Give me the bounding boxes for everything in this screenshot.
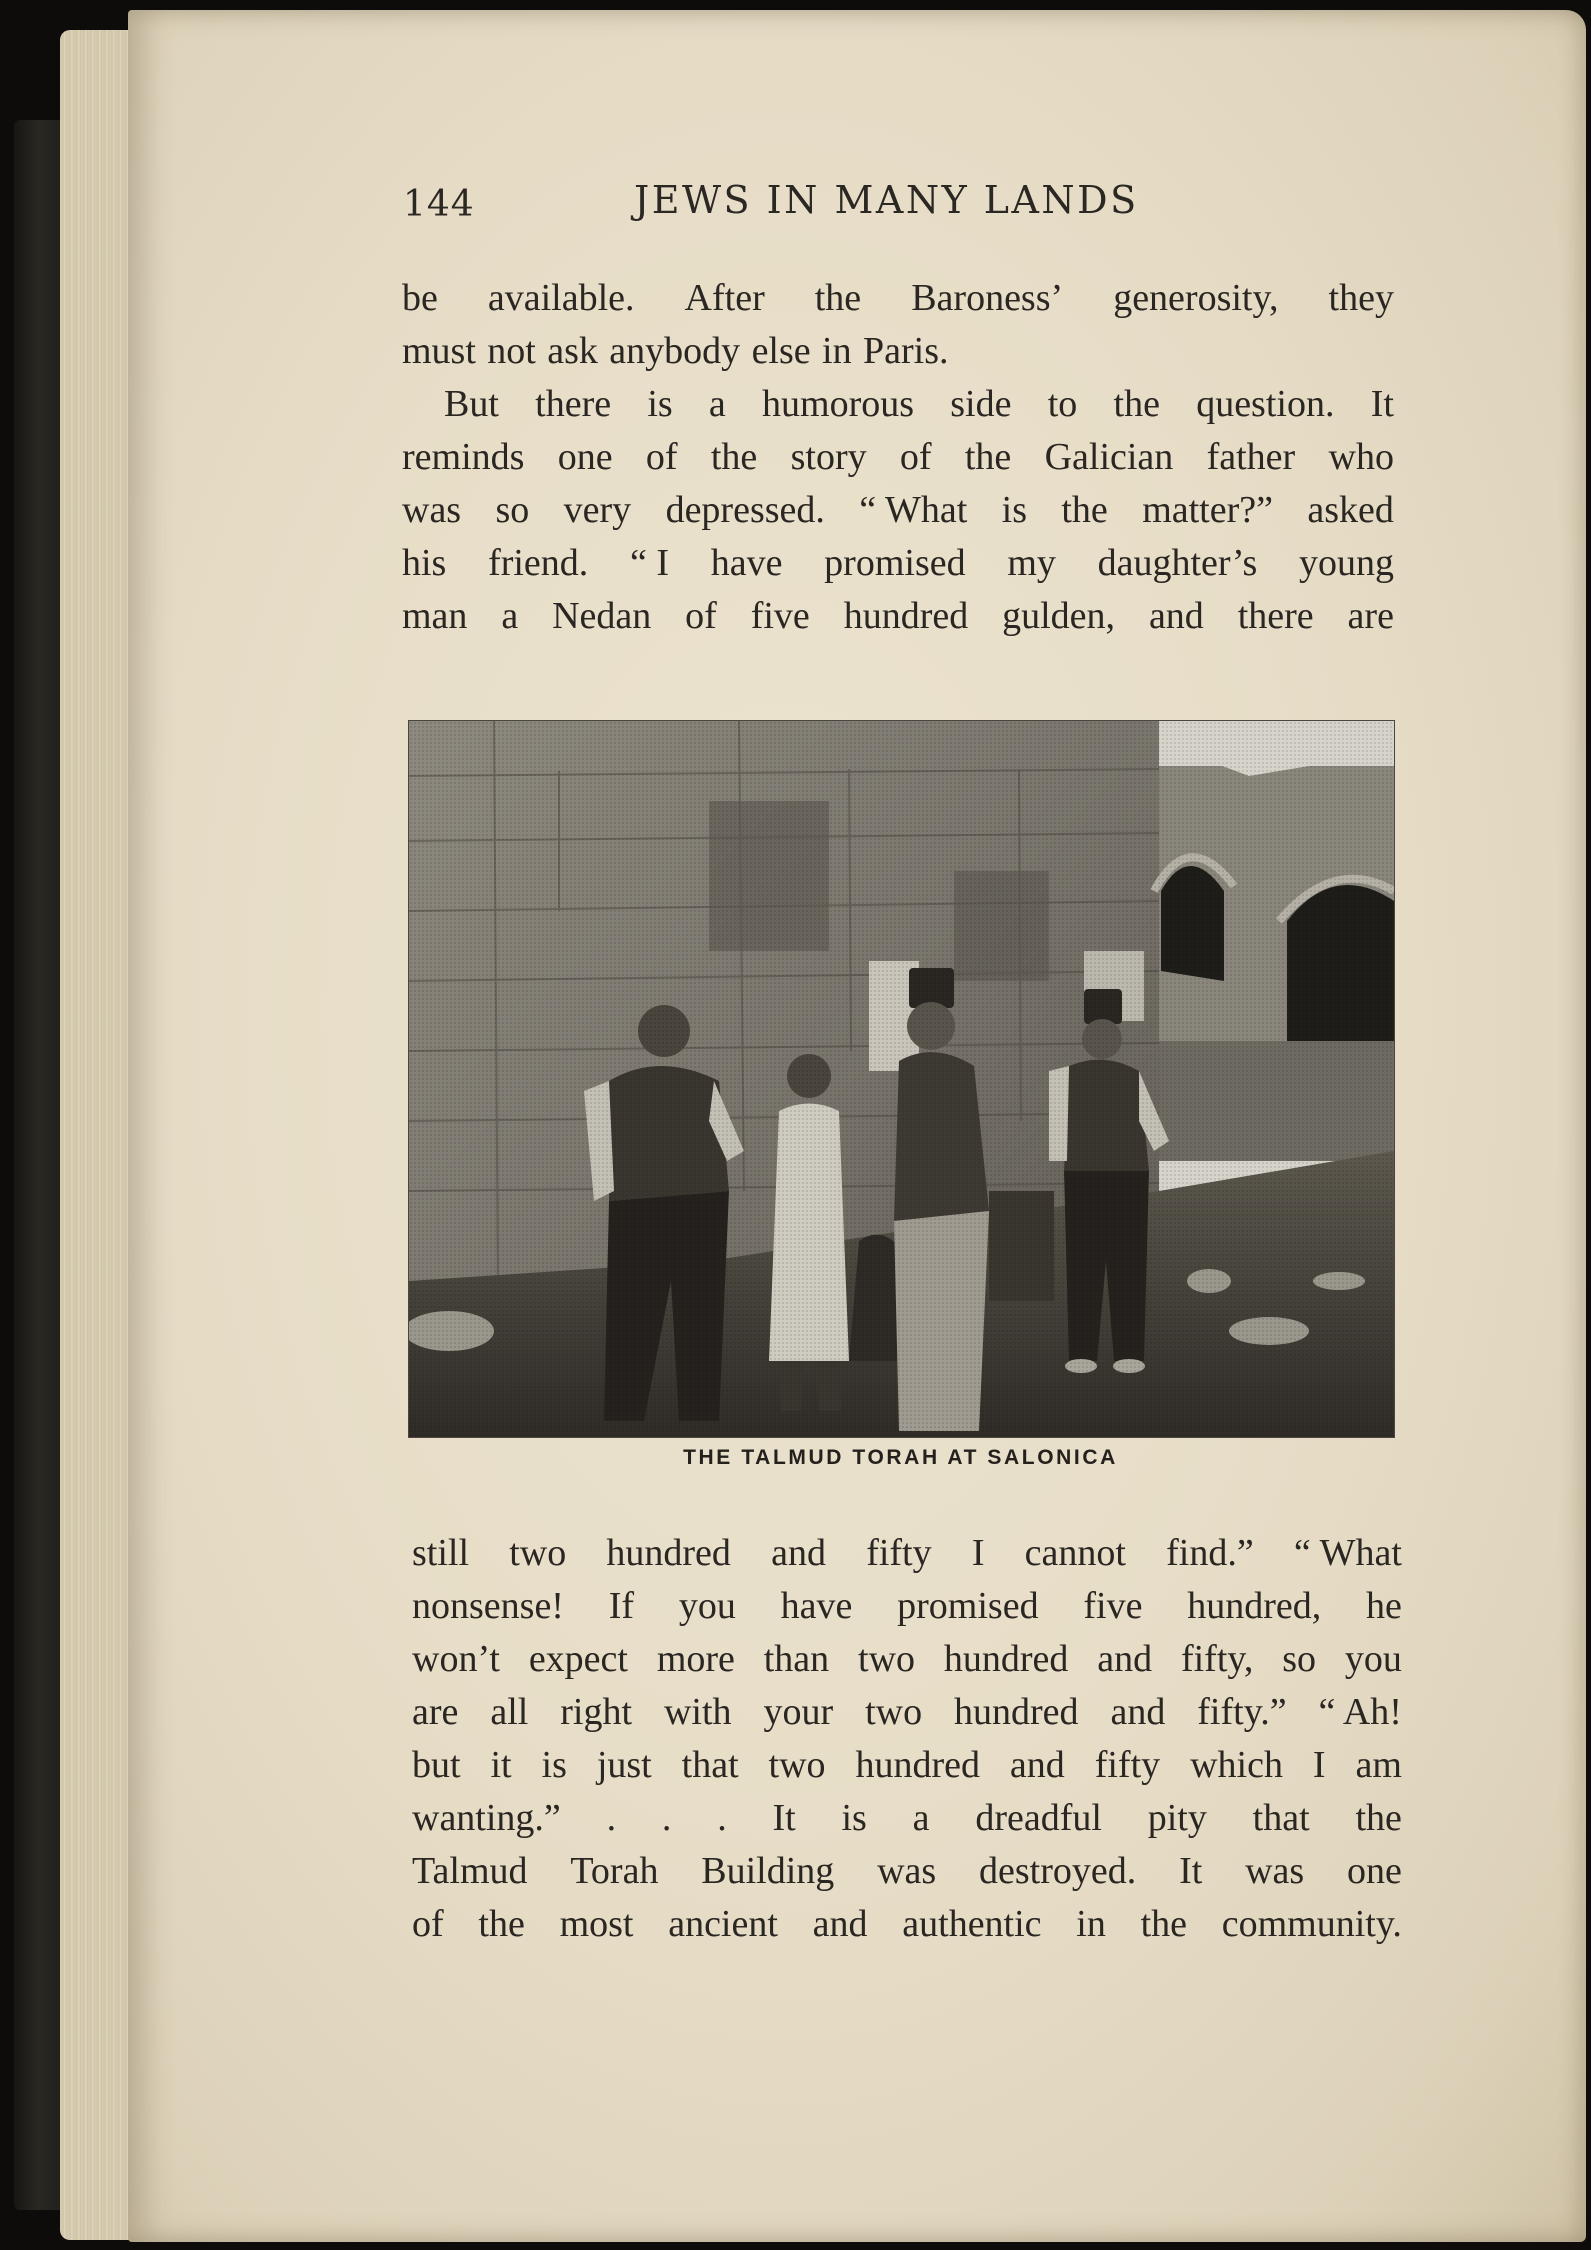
word: five [1083,1585,1143,1627]
page-number: 144 [403,184,475,225]
word: a [912,1797,930,1839]
word: the [964,436,1012,478]
word: and [812,1903,868,1945]
text-line [402,590,1394,643]
word: am [1355,1744,1402,1786]
word: he [1366,1585,1402,1627]
word: there [535,383,612,425]
word: father [1206,436,1296,478]
text-line [412,1845,1402,1898]
word: . [606,1797,617,1839]
word: hundred, [1187,1585,1322,1627]
word: “ I [630,542,670,584]
word: Talmud [412,1850,528,1892]
word: won’t [412,1638,500,1680]
word: Building [701,1850,835,1892]
word: which [1190,1744,1283,1786]
word: than [763,1638,830,1680]
word: not [487,330,536,372]
word: fifty [1094,1744,1161,1786]
word: two [858,1638,916,1680]
word: in [1076,1903,1106,1945]
word: the [710,436,758,478]
word: are [1347,595,1394,637]
running-header [0,178,1591,238]
word: “ Ah! [1318,1691,1402,1733]
word: and [771,1532,826,1574]
text-line [402,378,1394,431]
word: But [444,383,499,425]
word: . [661,1797,672,1839]
word: but [412,1744,461,1786]
text-line [402,431,1394,484]
word: in [822,330,852,372]
text-line [412,1792,1402,1845]
word: expect [528,1638,628,1680]
word: it [490,1744,512,1786]
word: with [663,1691,732,1733]
word: right [560,1691,633,1733]
word: fifty [866,1532,932,1574]
word: It [772,1797,796,1839]
word: most [559,1903,634,1945]
word: one [557,436,613,478]
word: available. [487,277,635,319]
word: two [509,1532,567,1574]
word: asked [1307,489,1394,531]
word: fifty.” [1197,1691,1287,1733]
text-line [402,325,1394,378]
text-line [412,1527,1402,1580]
word: of [412,1903,444,1945]
word: they [1328,277,1394,319]
word: matter?” [1142,489,1273,531]
word: a [708,383,726,425]
word: is [541,1744,567,1786]
word: the [1355,1797,1402,1839]
word: five [750,595,810,637]
word: there [1237,595,1314,637]
word: must [402,330,476,372]
word: have [780,1585,853,1627]
figure-caption: THE TALMUD TORAH AT SALONICA [683,1446,1118,1469]
word: depressed. [665,489,825,531]
word: reminds [402,436,525,478]
word: that [681,1744,739,1786]
word: still [412,1532,470,1574]
word: promised [824,542,966,584]
word: pity [1147,1797,1207,1839]
word: who [1328,436,1394,478]
word: young [1298,542,1394,584]
text-line [412,1686,1402,1739]
body-text-bottom [412,1527,1402,1951]
word: all [490,1691,529,1733]
running-title: JEWS IN MANY LANDS [634,178,1139,222]
word: ask [547,330,598,372]
word: is [841,1797,867,1839]
word: be [402,277,438,319]
word: was [877,1850,937,1892]
word: so [1282,1638,1317,1680]
body-text-top [402,272,1394,643]
word: I [1312,1744,1326,1786]
word: destroyed. [979,1850,1137,1892]
word: anybody [609,330,741,372]
word: and [1110,1691,1166,1733]
word: hundred [843,595,969,637]
word: you [1344,1638,1402,1680]
word: the [478,1903,525,1945]
word: so [495,489,530,531]
word: authentic [902,1903,1042,1945]
word: to [1047,383,1078,425]
word: a [501,595,519,637]
word: Baroness’ [911,277,1064,319]
word: of [645,436,678,478]
text-line [402,484,1394,537]
word: fifty, [1180,1638,1254,1680]
word: your [763,1691,834,1733]
text-line [412,1633,1402,1686]
word: are [412,1691,459,1733]
text-line [412,1580,1402,1633]
word: else [751,330,811,372]
text-line [402,272,1394,325]
word: very [563,489,632,531]
word: that [1252,1797,1310,1839]
word: hundred [943,1638,1069,1680]
word: more [656,1638,735,1680]
word: of [685,595,717,637]
word: nonsense! [412,1585,564,1627]
word: . [717,1797,727,1839]
word: his [402,542,447,584]
word: community. [1221,1903,1402,1945]
word: the [814,277,862,319]
word: I [971,1532,985,1574]
word: man [402,595,468,637]
word: It [1370,383,1394,425]
word: side [950,383,1012,425]
word: cannot [1024,1532,1126,1574]
word: “ What [1293,1532,1402,1574]
word: one [1347,1850,1402,1892]
word: friend. [488,542,589,584]
word: hundred [954,1691,1079,1733]
word: two [865,1691,923,1733]
word: question. [1196,383,1335,425]
word: Torah [570,1850,659,1892]
word: was [402,489,462,531]
photo-illustration [409,721,1394,1437]
word: If [608,1585,635,1627]
text-line [402,537,1394,590]
word: just [596,1744,652,1786]
word: “ What [859,489,968,531]
word: was [1245,1850,1305,1892]
word: is [1001,489,1027,531]
word: promised [897,1585,1039,1627]
text-line [412,1739,1402,1792]
word: and [1148,595,1204,637]
word: Galician [1044,436,1174,478]
word: hundred [606,1532,731,1574]
text-line [412,1898,1402,1951]
word: It [1179,1850,1203,1892]
word: find.” [1166,1532,1254,1574]
word: my [1007,542,1056,584]
word: of [899,436,932,478]
word: generosity, [1113,277,1279,319]
word: Nedan [552,595,652,637]
word: humorous [762,383,915,425]
word: wanting.” [412,1797,561,1839]
word: the [1113,383,1160,425]
word: daughter’s [1097,542,1258,584]
word: the [1061,489,1108,531]
word: story [790,436,867,478]
word: ancient [668,1903,778,1945]
word: dreadful [975,1797,1102,1839]
word: is [647,383,673,425]
word: two [768,1744,826,1786]
word: After [684,277,765,319]
word: hundred [855,1744,980,1786]
word: have [710,542,783,584]
word: gulden, [1002,595,1116,637]
photograph-talmud-torah [408,720,1395,1438]
word: the [1140,1903,1188,1945]
word: and [1009,1744,1065,1786]
word: Paris. [862,330,949,372]
word: and [1097,1638,1153,1680]
word: you [678,1585,736,1627]
